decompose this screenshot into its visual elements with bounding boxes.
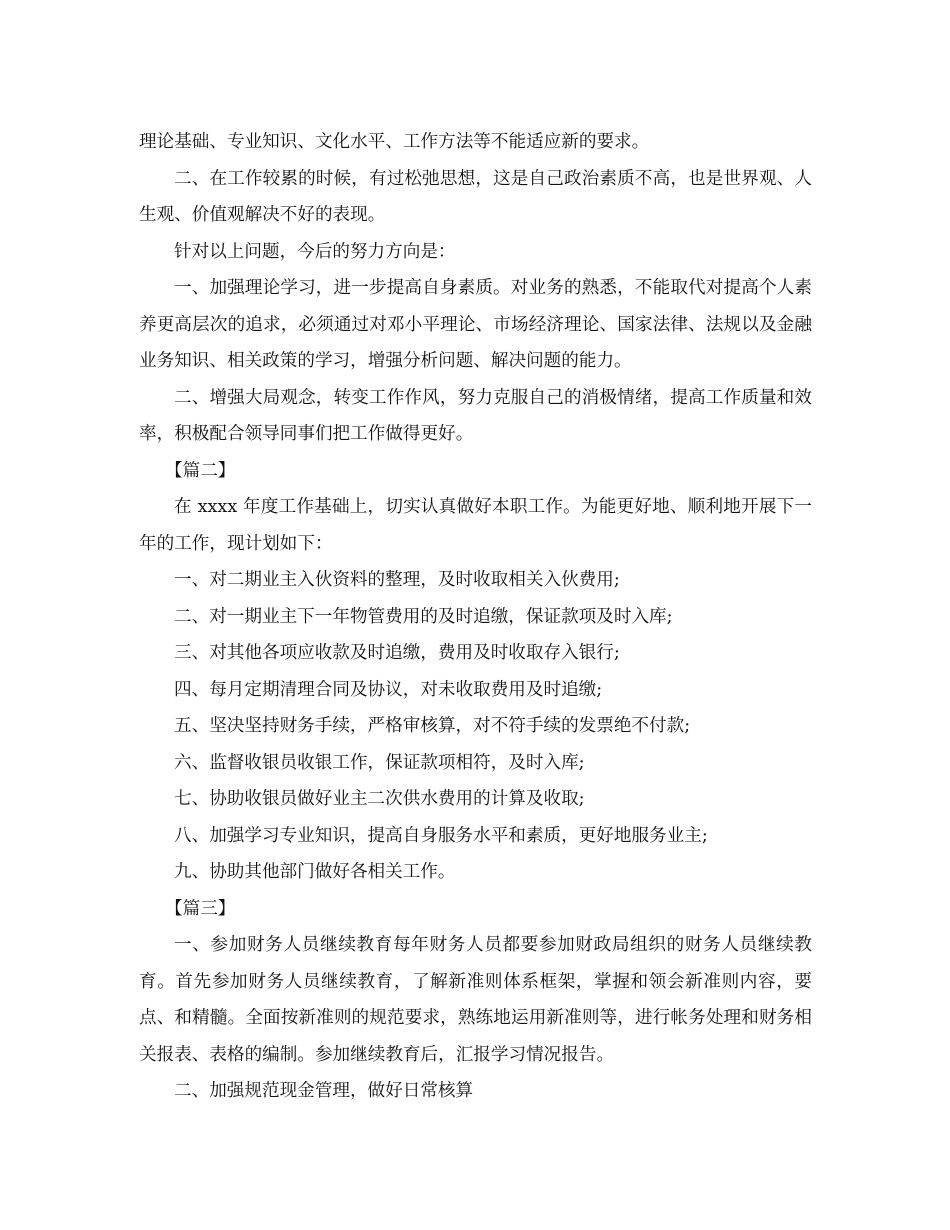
section-heading-three: 【篇三】: [165, 898, 236, 919]
paragraph-direction: 针对以上问题，今后的努力方向是：: [174, 241, 456, 262]
list-item-6: 六、监督收银员收银工作，保证款项相符，及时入库;: [174, 752, 585, 773]
list-item-4: 四、每月定期清理合同及协议，对未收取费用及时追缴;: [174, 679, 603, 700]
paragraph-work-style: 二、增强大局观念，转变工作作风，努力克服自己的消极情绪，提高工作质量和效率，积极配合领导同事们把工作做得更好。: [139, 387, 812, 444]
section-heading-two: 【篇二】: [165, 460, 236, 481]
list-item-5: 五、坚决坚持财务手续，严格审核算，对不符手续的发票绝不付款;: [174, 716, 691, 736]
list-item-7: 七、协助收银员做好业主二次供水费用的计算及收取;: [174, 789, 585, 809]
paragraph-plan-intro: 在 xxxx 年度工作基础上，切实认真做好本职工作。为能更好地、顺利地开展下一年的工作，现计划如下：: [139, 497, 812, 554]
list-item-3: 三、对其他各项应收款及时追缴，费用及时收取存入银行;: [174, 643, 620, 663]
list-item-2: 二、对一期业主下一年物管费用的及时追缴，保证款项及时入库;: [174, 606, 673, 627]
paragraph-theory-study: 一、加强理论学习，进一步提高自身素质。对业务的熟悉，不能取代对提高个人素养更高层次的追求，必须通过对邓小平理论、市场经济理论、国家法律、法规以及金融业务知识、相关政策的学习，增强分析问题、解决问题的能力。: [139, 278, 812, 371]
paragraph-continuation: 理论基础、专业知识、文化水平、工作方法等不能适应新的要求。: [139, 132, 650, 152]
paragraph-cash-management: 二、加强规范现金管理，做好日常核算: [174, 1081, 474, 1101]
list-item-1: 一、对二期业主入伙资料的整理，及时收取相关入伙费用;: [174, 570, 620, 590]
paragraph-relaxation: 二、在工作较累的时候，有过松弛思想，这是自己政治素质不高，也是世界观、人生观、价值观解决不好的表现。: [139, 168, 812, 225]
paragraph-continuing-education: 一、参加财务人员继续教育每年财务人员都要参加财政局组织的财务人员继续教育。首先参加财务人员继续教育，了解新准则体系框架，掌握和领会新准则内容，要点、和精髓。全面按新准则的规范要求，熟练地运用新准则等，进行帐务处理和财务相关报表、表格的编制。参加继续教育后，汇报学习情况报告。: [139, 935, 812, 1065]
list-item-8: 八、加强学习专业知识，提高自身服务水平和素质，更好地服务业主;: [174, 825, 708, 846]
list-item-9: 九、协助其他部门做好各相关工作。: [174, 862, 456, 882]
document-body: [139, 124, 812, 1110]
